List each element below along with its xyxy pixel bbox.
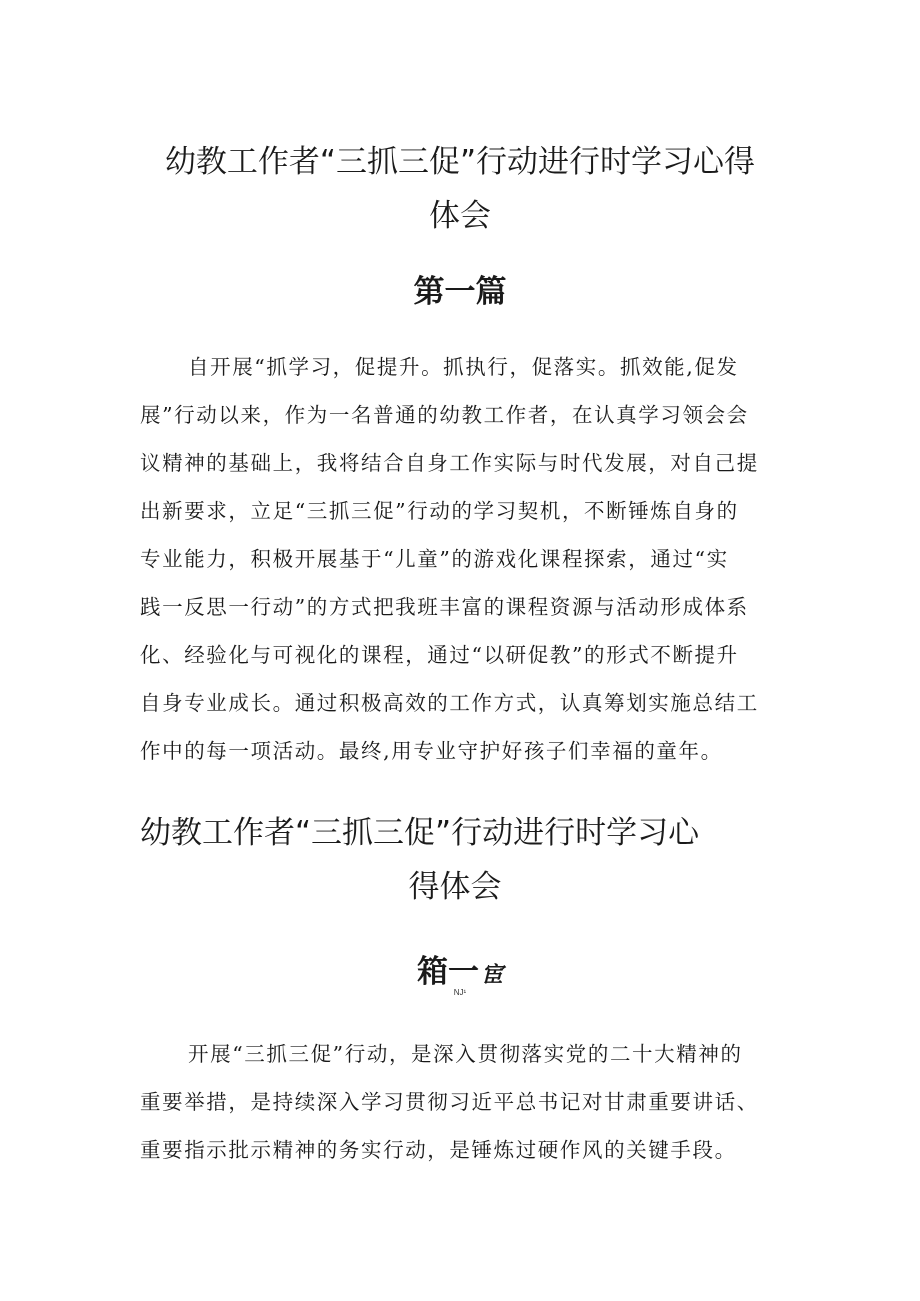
section-heading-second-main: 箱一 xyxy=(416,954,479,990)
paragraph-line: 作中的每一项活动。最终,用专业守护好孩子们幸福的童年。 xyxy=(140,739,723,763)
article-title-line-2: 体会 xyxy=(429,198,491,234)
body-paragraph-1 xyxy=(140,343,785,775)
article-title-line-1: 幼教工作者“三抓三促”行动进行时学习心得 xyxy=(164,144,756,180)
article-title xyxy=(120,135,800,243)
body-paragraph-2 xyxy=(140,1030,785,1174)
paragraph-line: 践一反思一行动”的方式把我班丰富的课程资源与活动形成体系 xyxy=(140,595,749,619)
paragraph-line: 重要举措，是持续深入学习贯彻习近平总书记对甘肃重要讲话、 xyxy=(140,1090,759,1114)
article-title-repeat-line-2: 得体会 xyxy=(408,869,502,905)
article-title-repeat-line-1: 幼教工作者“三抓三促”行动进行时学习心 xyxy=(140,815,700,851)
footnote-mark: NJ¹ xyxy=(453,988,467,997)
article-title-repeat xyxy=(115,806,795,914)
paragraph-line: 展”行动以来，作为一名普通的幼教工作者，在认真学习领会会 xyxy=(140,403,749,427)
paragraph-line: 自身专业成长。通过积极高效的工作方式，认真筹划实施总结工 xyxy=(140,691,759,715)
paragraph-line: 出新要求，立足“三抓三促”行动的学习契机，不断锤炼自身的 xyxy=(140,499,739,523)
paragraph-line: 化、经验化与可视化的课程，通过“以研促教”的形式不断提升 xyxy=(140,643,739,667)
paragraph-line: 重要指示批示精神的务实行动，是锤炼过硬作风的关键手段。 xyxy=(140,1138,737,1162)
section-heading-first: 第一篇 xyxy=(413,274,507,310)
paragraph-line: 开展“三抓三促”行动，是深入贯彻落实党的二十大精神的 xyxy=(188,1042,743,1066)
paragraph-line: 议精神的基础上，我将结合自身工作实际与时代发展，对自己提 xyxy=(140,451,759,475)
paragraph-line: 自开展“抓学习，促提升。抓执行，促落实。抓效能,促发 xyxy=(188,355,739,379)
paragraph-line: 专业能力，积极开展基于“儿童”的游戏化课程探索，通过“实 xyxy=(140,547,729,571)
section-heading-second-fragment: 宦 xyxy=(480,963,503,988)
